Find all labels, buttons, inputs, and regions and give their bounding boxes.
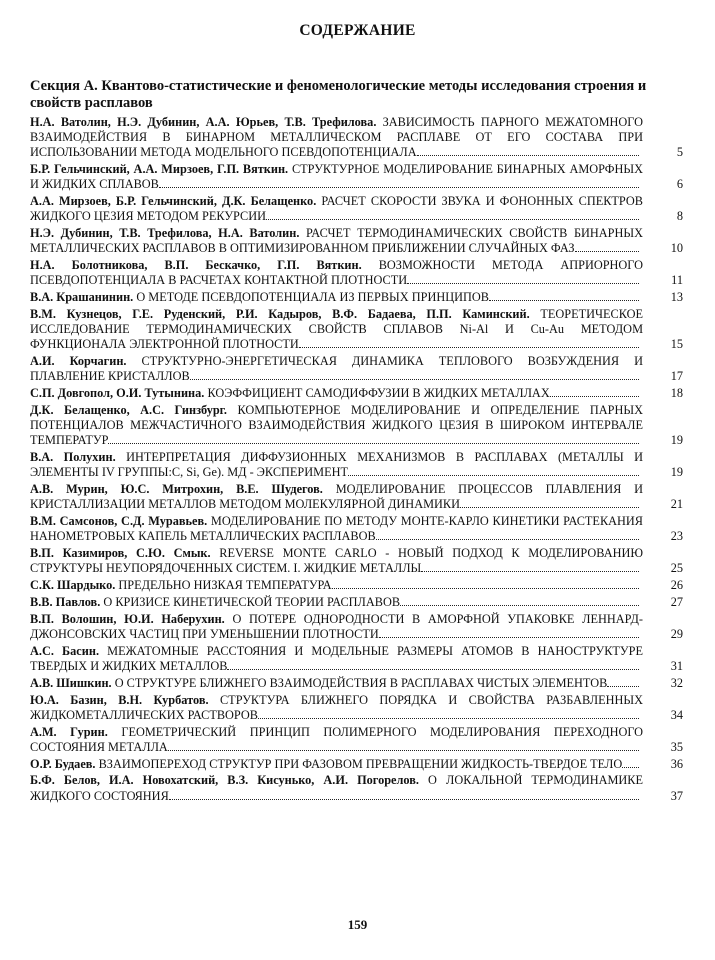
toc-entry-authors: Н.А. Ватолин, Н.Э. Дубинин, А.А. Юрьев, Т.В. Трефилова. [30, 115, 377, 129]
toc-entry-authors: С.К. Шардыко. [30, 578, 116, 593]
toc-entry-text [30, 546, 643, 576]
toc-entry-page: 19 [670, 465, 683, 480]
toc-entry [30, 725, 683, 755]
toc-entry-authors: В.В. Павлов. [30, 595, 101, 609]
toc-entry-page: 26 [670, 578, 683, 593]
toc-entry-authors: Н.Э. Дубинин, Т.В. Трефилова, Н.А. Ватолин. [30, 226, 300, 241]
toc-entry [30, 773, 683, 803]
toc-entry [30, 403, 683, 449]
page-number-footer: 159 [347, 917, 368, 932]
toc-entry [30, 514, 683, 544]
toc-entry-page: 37 [670, 788, 683, 803]
dot-leader [607, 676, 639, 687]
toc-entry-title: ВОЗМОЖНОСТИ МЕТОДА АПРИОРНОГО ПСЕВДОПОТЕНЦИАЛА В РАСЧЕТАХ КОНТАКТНОЙ ПЛОТНОСТИ [30, 258, 643, 288]
toc-entry-page: 36 [670, 756, 683, 771]
toc-entry-title: О МЕТОДЕ ПСЕВДОПОТЕНЦИАЛА ИЗ ПЕРВЫХ ПРИНЦИПОВ [136, 290, 489, 305]
toc-entry-authors: А.М. Гурин. [30, 724, 108, 739]
toc-entry [30, 450, 683, 480]
toc-entry-title: ВЗАИМОПЕРЕХОД СТРУКТУР ПРИ ФАЗОВОМ ПРЕВРАЩЕНИИ ЖИДКОСТЬ-ТВЕРДОЕ ТЕЛО [98, 756, 623, 771]
toc-entry-title: РАСЧЕТ СКОРОСТИ ЗВУКА И ФОНОННЫХ СПЕКТРОВ ЖИДКОГО ЦЕЗИЯ МЕТОДОМ РЕКУРСИИ [30, 194, 643, 224]
dot-leader [168, 740, 639, 751]
toc-entry-text [30, 595, 643, 610]
toc-entry-text [30, 773, 643, 803]
toc-entry-page: 23 [670, 529, 683, 544]
dot-leader [299, 337, 639, 348]
dot-leader [332, 578, 639, 589]
dot-leader [169, 789, 639, 800]
dot-leader [460, 497, 639, 508]
dot-leader [108, 433, 639, 444]
toc-entry-page: 8 [676, 209, 683, 224]
toc-entry-authors: В.А. Крашанинин. [30, 290, 134, 305]
toc-entry-authors: А.В. Шишкин. [30, 675, 112, 690]
toc-entry-text [30, 258, 643, 288]
toc-entry-text [30, 115, 643, 161]
toc-entry-authors: С.П. Довгопол, О.И. Тутынина. [30, 386, 205, 401]
toc-entry-authors: О.Р. Будаев. [30, 756, 96, 771]
toc-entry [30, 693, 683, 723]
section-heading: Секция А. Квантово-статистические и феноменологические методы исследования строения и свойств расплавов [30, 78, 647, 111]
dot-leader [550, 386, 639, 397]
dot-leader [421, 561, 639, 572]
toc-entry-page: 18 [670, 386, 683, 401]
toc-entry [30, 307, 683, 353]
toc-entry-text [30, 578, 643, 593]
toc-entry-title: РАСЧЕТ ТЕРМОДИНАМИЧЕСКИХ СВОЙСТВ БИНАРНЫХ МЕТАЛЛИЧЕСКИХ РАСПЛАВОВ В ОПТИМИЗИРОВАННОМ ПРИБЛИЖЕНИИ СЛУЧАЙНЫХ ФАЗ [30, 226, 643, 256]
toc-entry [30, 757, 683, 772]
toc-entry-title: МОДЕЛИРОВАНИЕ ПРОЦЕССОВ ПЛАВЛЕНИЯ И КРИСТАЛЛИЗАЦИИ МЕТАЛЛОВ МЕТОДОМ МОЛЕКУЛЯРНОЙ ДИНАМИКИ [30, 482, 643, 512]
toc-entry-authors: Ю.А. Базин, В.Н. Курбатов. [30, 692, 209, 707]
toc-entry [30, 578, 683, 593]
toc-entry-text [30, 194, 643, 224]
toc-entry-title: О ПОТЕРЕ ОДНОРОДНОСТИ В АМОРФНОЙ УПАКОВКЕ ЛЕННАРД-ДЖОНСОВСКИХ ЧАСТИЦ ПРИ УМЕНЬШЕНИИ ПЛОТНОСТИ [30, 611, 643, 641]
toc-entry-text [30, 403, 643, 449]
toc-entry-page: 21 [670, 497, 683, 512]
toc-entry-page: 34 [670, 707, 683, 722]
toc-entry-text [30, 290, 643, 305]
toc-entry [30, 482, 683, 512]
toc-entry-page: 13 [670, 290, 683, 305]
toc-entry [30, 386, 683, 401]
toc-entry-page: 32 [670, 675, 683, 690]
dot-leader [417, 145, 639, 156]
toc-entry-text [30, 226, 643, 256]
toc-entry-authors: В.П. Волошин, Ю.И. Наберухин. [30, 611, 225, 626]
page-title: СОДЕРЖАНИЕ [299, 22, 416, 39]
toc-entry-title: О ЛОКАЛЬНОЙ ТЕРМОДИНАМИКЕ ЖИДКОГО СОСТОЯНИЯ [30, 773, 643, 803]
toc-entry [30, 226, 683, 256]
toc-entry-title: ГЕОМЕТРИЧЕСКИЙ ПРИНЦИП ПОЛИМЕРНОГО МОДЕЛИРОВАНИЯ ПЕРЕХОДНОГО СОСТОЯНИЯ МЕТАЛЛА [30, 724, 643, 754]
dot-leader [400, 595, 639, 606]
toc-entry [30, 162, 683, 192]
dot-leader [159, 177, 639, 188]
toc-entry-title: ИНТЕРПРЕТАЦИЯ ДИФФУЗИОННЫХ МЕХАНИЗМОВ В РАСПЛАВАХ (МЕТАЛЛЫ И ЭЛЕМЕНТЫ IV ГРУППЫ:C, Si, Ge). МД - ЭКСПЕРИМЕНТ [30, 450, 643, 480]
toc-entry-title: REVERSE MONTE CARLO - НОВЫЙ ПОДХОД К МОДЕЛИРОВАНИЮ СТРУКТУРЫ НЕУПОРЯДОЧЕННЫХ СИСТЕМ. I. ЖИДКИЕ МЕТАЛЛЫ [30, 546, 643, 576]
toc-entry-page: 35 [670, 739, 683, 754]
toc-entry-page: 25 [670, 561, 683, 576]
toc-entry-text [30, 644, 643, 674]
toc-entry [30, 354, 683, 384]
table-of-contents [30, 115, 683, 805]
toc-entry [30, 546, 683, 576]
toc-entry-authors: В.М. Кузнецов, Г.Е. Руденский, Р.И. Кадыров, В.Ф. Бадаева, П.П. Каминский. [30, 307, 530, 321]
toc-entry-authors: В.А. Полухин. [30, 450, 116, 465]
toc-entry [30, 612, 683, 642]
toc-entry-text [30, 354, 643, 384]
toc-entry-authors: А.С. Басин. [30, 643, 100, 658]
toc-entry-title: ЗАВИСИМОСТЬ ПАРНОГО МЕЖАТОМНОГО ВЗАИМОДЕЙСТВИЯ В БИНАРНОМ МЕТАЛЛИЧЕСКОМ РАСПЛАВЕ ОТ ЕГО СОСТАВА ПРИ ИСПОЛЬЗОВАНИИ МЕТОДА МОДЕЛЬНОГО ПСЕВДОПОТЕНЦИАЛА [30, 115, 643, 160]
toc-entry-text [30, 676, 643, 691]
toc-entry-title: О СТРУКТУРЕ БЛИЖНЕГО ВЗАИМОДЕЙСТВИЯ В РАСПЛАВАХ ЧИСТЫХ ЭЛЕМЕНТОВ [114, 675, 608, 690]
toc-entry-page: 17 [670, 369, 683, 384]
toc-entry-title: СТРУКТУРНО-ЭНЕРГЕТИЧЕСКАЯ ДИНАМИКА ТЕПЛОВОГО ВОЗБУЖДЕНИЯ И ПЛАВЛЕНИЕ КРИСТАЛЛОВ [30, 354, 643, 384]
toc-entry-title: О КРИЗИСЕ КИНЕТИЧЕСКОЙ ТЕОРИИ РАСПЛАВОВ [103, 595, 401, 609]
toc-entry-page: 31 [670, 659, 683, 673]
toc-entry-authors: А.В. Мурин, Ю.С. Митрохин, В.Е. Шудегов. [30, 482, 323, 497]
toc-entry-page: 27 [670, 595, 683, 609]
dot-leader [489, 290, 639, 301]
dot-leader [407, 273, 639, 284]
toc-entry-title: СТРУКТУРА БЛИЖНЕГО ПОРЯДКА И СВОЙСТВА РАЗБАВЛЕННЫХ ЖИДКОМЕТАЛЛИЧЕСКИХ РАСТВОРОВ [30, 692, 643, 722]
toc-entry-title: КОЭФФИЦИЕНТ САМОДИФФУЗИИ В ЖИДКИХ МЕТАЛЛАХ [207, 386, 550, 401]
dot-leader [376, 529, 639, 540]
toc-entry-page: 6 [676, 177, 683, 192]
dot-leader [190, 369, 639, 380]
toc-entry-title: МОДЕЛИРОВАНИЕ ПО МЕТОДУ МОНТЕ-КАРЛО КИНЕТИКИ РАСТЕКАНИЯ НАНОМЕТРОВЫХ КАПЕЛЬ МЕТАЛЛИЧЕСКИХ РАСПЛАВОВ [30, 514, 643, 544]
toc-entry [30, 676, 683, 691]
toc-entry-title: СТРУКТУРНОЕ МОДЕЛИРОВАНИЕ БИНАРНЫХ АМОРФНЫХ И ЖИДКИХ СПЛАВОВ [30, 162, 643, 192]
toc-entry-title: МЕЖАТОМНЫЕ РАССТОЯНИЯ И МОДЕЛЬНЫЕ РАЗМЕРЫ АТОМОВ В НАНОСТРУКТУРЕ ТВЕРДЫХ И ЖИДКИХ МЕТАЛЛОВ [30, 643, 643, 673]
toc-entry-page: 19 [670, 433, 683, 448]
toc-entry [30, 290, 683, 305]
toc-entry-text [30, 450, 643, 480]
toc-entry [30, 194, 683, 224]
toc-entry [30, 115, 683, 161]
toc-entry-page: 5 [676, 145, 683, 160]
toc-entry-text [30, 612, 643, 642]
toc-entry [30, 644, 683, 674]
dot-leader [258, 708, 639, 719]
toc-entry-text [30, 725, 643, 755]
dot-leader [348, 465, 639, 476]
toc-entry-authors: В.П. Казимиров, С.Ю. Смык. [30, 546, 211, 561]
toc-entry-authors: Н.А. Болотникова, В.П. Бескачко, Г.П. Вяткин. [30, 258, 362, 273]
toc-entry-text [30, 693, 643, 723]
toc-entry-authors: А.А. Мирзоев, Б.Р. Гельчинский, Д.К. Белащенко. [30, 194, 317, 209]
toc-entry-text [30, 757, 643, 772]
toc-entry-authors: Б.Ф. Белов, И.А. Новохатский, В.З. Кисунько, А.И. Погорелов. [30, 773, 419, 788]
toc-entry-authors: Б.Р. Гельчинский, А.А. Мирзоев, Г.П. Вяткин. [30, 162, 289, 177]
toc-entry-authors: А.И. Корчагин. [30, 354, 127, 369]
dot-leader [227, 659, 639, 670]
toc-entry-text [30, 514, 643, 544]
toc-entry-page: 11 [671, 273, 683, 288]
dot-leader [379, 627, 639, 638]
toc-entry-page: 29 [670, 627, 683, 641]
dot-leader [575, 241, 639, 252]
toc-entry-title: ПРЕДЕЛЬНО НИЗКАЯ ТЕМПЕРАТУРА [118, 578, 332, 593]
toc-entry [30, 595, 683, 610]
toc-entry-text [30, 386, 643, 401]
dot-leader [266, 209, 639, 220]
dot-leader [622, 757, 639, 768]
toc-entry-title: ТЕОРЕТИЧЕСКОЕ ИССЛЕДОВАНИЕ ТЕРМОДИНАМИЧЕСКИХ СВОЙСТВ СПЛАВОВ Ni-Al И Cu-Au МЕТОДОМ ФУНКЦИОНАЛА ЭЛЕКТРОННОЙ ПЛОТНОСТИ [30, 307, 643, 352]
toc-entry-text [30, 482, 643, 512]
toc-entry-title: КОМПЬЮТЕРНОЕ МОДЕЛИРОВАНИЕ И ОПРЕДЕЛЕНИЕ ПАРНЫХ ПОТЕНЦИАЛОВ МЕЖЧАСТИЧНОГО ВЗАИМОДЕЙСТВИЯ ЖИДКОГО ЦЕЗИЯ В ШИРОКОМ ИНТЕРВАЛЕ ТЕМПЕРАТУР [30, 403, 643, 448]
toc-entry-text [30, 307, 643, 353]
toc-entry-text [30, 162, 643, 192]
toc-entry-page: 15 [670, 337, 683, 352]
toc-entry-page: 10 [670, 241, 683, 256]
toc-entry-authors: Д.К. Белащенко, А.С. Гинзбург. [30, 403, 227, 417]
toc-entry [30, 258, 683, 288]
toc-entry-authors: В.М. Самсонов, С.Д. Муравьев. [30, 514, 208, 529]
